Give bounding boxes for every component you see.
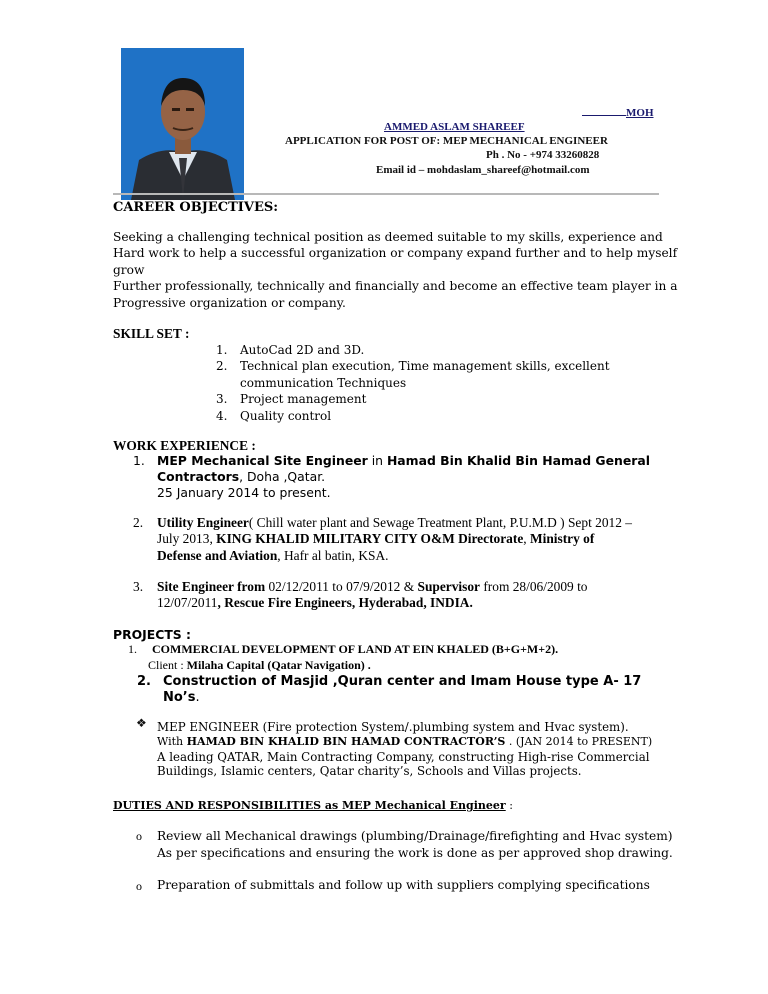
project-title-cont: No’s [163,690,196,705]
skill-text: Technical plan execution, Time management skills, excellent [240,359,610,374]
job-location: , Hafr al batin, KSA. [277,547,389,563]
job-company: KING KHALID MILITARY CITY O&M Directorate [216,531,524,547]
skill-item [216,408,610,424]
job-title: Utility Engineer [157,515,249,530]
project-end: . [195,690,200,705]
application-title: APPLICATION FOR POST OF: MEP MECHANICAL ENGINEER [285,135,608,147]
job-title-2: Supervisor [417,579,480,594]
duties-heading [113,798,513,814]
mep-block [157,720,652,779]
job-company: , Rescue Fire Engineers, Hyderabad, INDIA. [217,595,473,611]
mep-line: MEP ENGINEER (Fire protection System/.plumbing system and Hvac system). [157,720,629,734]
job-desc: ( Chill water plant and Sewage Treatment Plant, P.U.M.D ) Sept 2012 – [248,515,632,530]
profile-photo [121,48,244,200]
client-name: Milaha Capital (Qatar Navigation) . [186,658,371,673]
project-title: Construction of Masjid ,Quran center and Imam House type A- 17 [163,674,642,689]
skill-text: AutoCad 2D and 3D. [240,343,365,357]
job-company: Hamad Bin Khalid Bin Hamad General [386,453,650,468]
job-ministry: Ministry of [529,531,595,547]
job-num: 1. [133,453,145,468]
skill-text: Quality control [240,408,332,423]
project-1 [128,641,558,674]
skill-num: 1. [216,343,228,357]
job-company-cont: Contractors [157,469,240,484]
name-part1-text: MOH [626,107,654,119]
job-dates: 02/12/2011 to 07/9/2012 & [265,579,418,594]
duties-title: DUTIES AND RESPONSIBILITIES as MEP Mechanical Engineer [113,799,506,812]
job-2 [133,515,632,564]
skill-item [216,342,610,358]
duty-line: Preparation of submittals and follow up with suppliers complying specifications [157,878,650,892]
skill-item [216,358,610,374]
skill-text: communication Techniques [240,375,407,390]
work-heading: WORK EXPERIENCE : [113,438,256,453]
mep-line: A leading QATAR, Main Contracting Company, constructing High-rise Commercial [157,749,650,764]
career-line: Hard work to help a successful organization or company expand further and to help myself [113,246,678,261]
skills-list [216,342,610,424]
duty-item [157,877,650,894]
name-part2: AMMED ASLAM SHAREEF [384,121,525,133]
mep-dates: . (JAN 2014 to PRESENT) [505,734,653,748]
job-in: in [367,453,387,468]
diamond-bullet-icon: ❖ [136,716,147,730]
job-1 [133,453,650,501]
circle-bullet-icon: o [136,829,142,843]
career-line: Further professionally, technically and financially and become an effective team player in a [113,279,678,294]
skill-num: 3. [216,392,228,407]
career-heading: CAREER OBJECTIVES: [113,200,279,215]
project-num: 1. [128,642,137,656]
career-line: Seeking a challenging technical position as deemed suitable to my skills, experience and [113,230,663,244]
phone-number: Ph . No - +974 33260828 [486,149,600,161]
project-title: COMMERCIAL DEVELOPMENT OF LAND AT EIN KHALED (B+G+M+2). [152,642,559,656]
job-num: 2. [133,515,144,530]
project-2 [137,674,641,706]
job-num: 3. [133,579,144,594]
mep-line: Buildings, Islamic centers, Qatar charity’s, Schools and Villas projects. [157,764,582,779]
duty-line: As per specifications and ensuring the work is done as per approved shop drawing. [157,846,673,860]
job-ministry-cont: Defense and Aviation [157,547,278,563]
skill-text: Project management [240,392,367,407]
projects-heading: PROJECTS : [113,627,191,642]
job-dates: 25 January 2014 to present. [157,485,331,500]
job-location: , Doha ,Qatar. [239,469,326,484]
skill-num: 2. [216,359,228,374]
duty-item [157,828,673,862]
project-num: 2. [137,674,151,689]
job-end-date: 12/07/2011 [157,595,218,611]
circle-bullet-icon: o [136,879,142,893]
job-3 [133,579,588,612]
skill-item [216,391,610,407]
mep-with: With [157,734,187,748]
skill-item [216,375,610,391]
duties-colon: : [505,799,513,812]
header-divider [113,193,659,195]
career-line: grow [113,262,145,277]
job-dates: July 2013, [157,531,217,547]
job-title: Site Engineer from [157,579,266,594]
job-dates-2: from 28/06/2009 to [480,579,588,594]
duty-line: Review all Mechanical drawings (plumbing/Drainage/firefighting and Hvac system) [157,829,673,843]
name-part1 [582,107,654,119]
career-line: Progressive organization or company. [113,295,346,310]
career-text [113,229,678,311]
skills-heading: SKILL SET : [113,326,190,341]
mep-company: HAMAD BIN KHALID BIN HAMAD CONTRACTOR’S [186,734,506,748]
skill-num: 4. [216,408,228,423]
job-title: MEP Mechanical Site Engineer [157,453,368,468]
underline-spacer [582,114,626,116]
client-label: Client : [148,658,187,673]
portrait-image [121,48,244,200]
job-sep: , [523,531,530,547]
email-address: Email id – mohdaslam_shareef@hotmail.com [376,164,590,176]
